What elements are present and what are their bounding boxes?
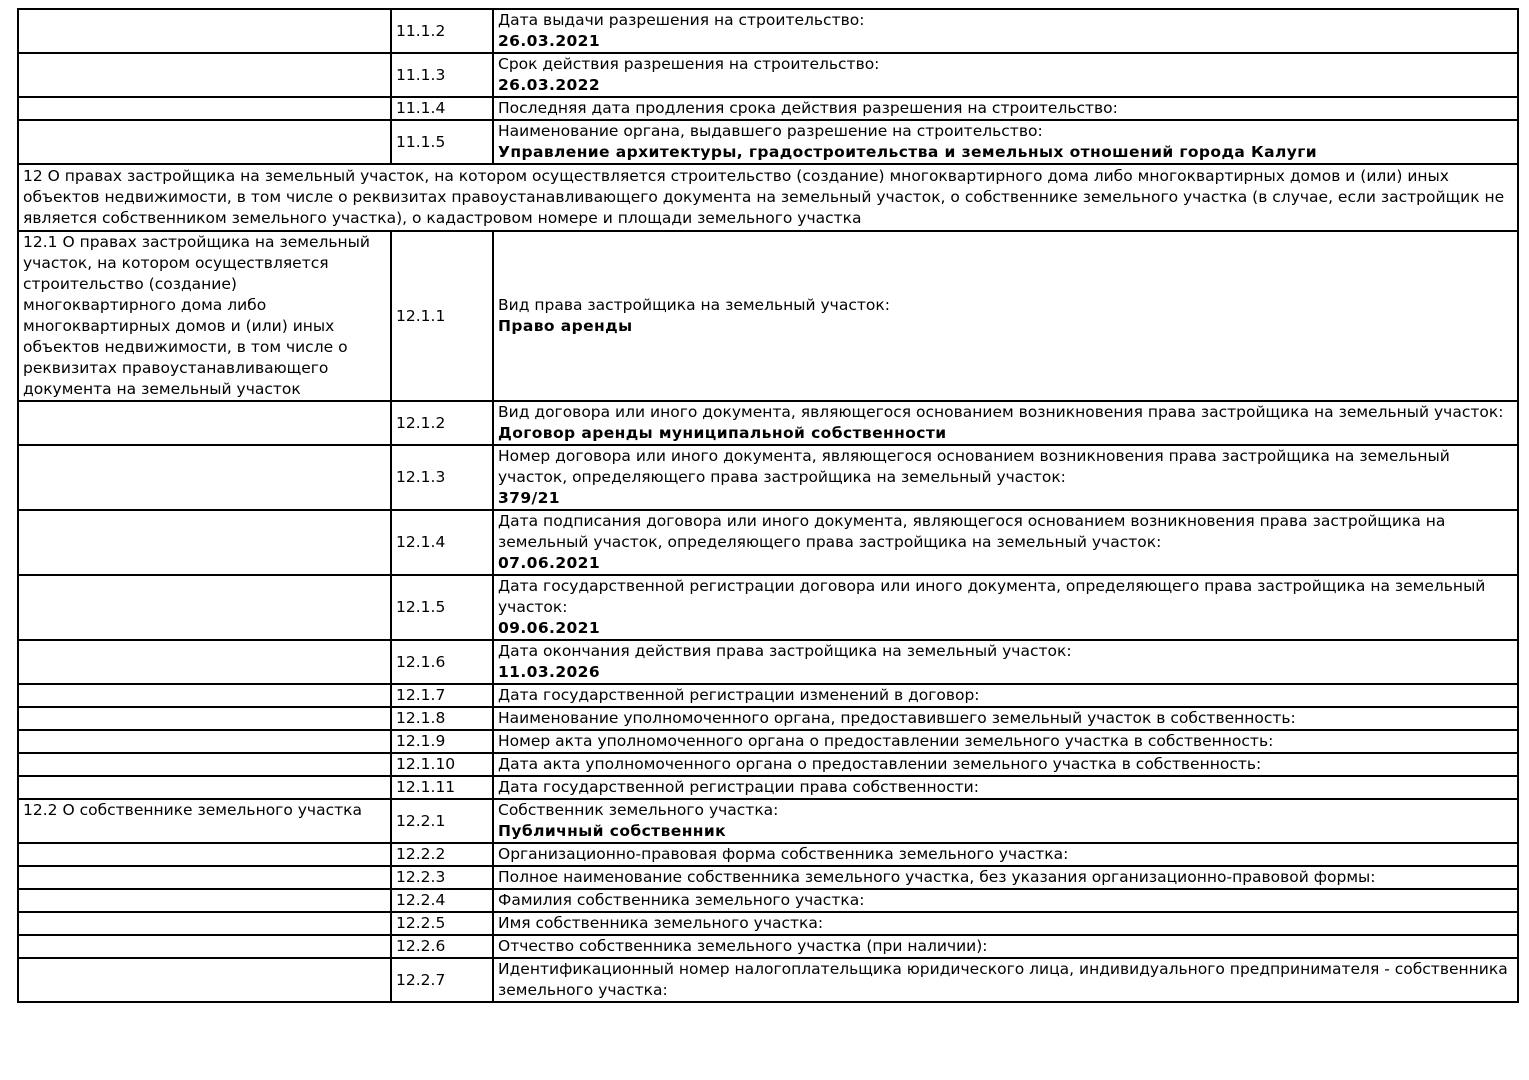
- section-description-cell: [18, 866, 391, 889]
- row-number-cell: 12.1.9: [391, 730, 493, 753]
- table-row: [18, 53, 1518, 97]
- row-number-cell: 12.1.8: [391, 707, 493, 730]
- section-description-cell: [18, 120, 391, 164]
- field-label: Наименование уполномоченного органа, предоставившего земельный участок в собственность:: [498, 709, 1296, 727]
- row-number-cell: 12.1.7: [391, 684, 493, 707]
- field-value: 07.06.2021: [498, 554, 601, 572]
- field-label: Полное наименование собственника земельного участка, без указания организационно-правовой формы:: [498, 868, 1376, 886]
- row-content-cell: [493, 640, 1518, 684]
- declaration-table: [17, 8, 1519, 1003]
- section-description-cell: [18, 776, 391, 799]
- field-label: Последняя дата продления срока действия разрешения на строительство:: [498, 99, 1118, 117]
- field-label: Организационно-правовая форма собственника земельного участка:: [498, 845, 1069, 863]
- section-header-cell: 12 О правах застройщика на земельный участок, на котором осуществляется строительство (создание) многоквартирного дома либо многоквартирных домов и (или) иных объектов недвижимости, в том числе о реквизитах правоустанавливающего документа на земельный участок, о собственнике земельного участка (в случае, если застройщик не является собственником земельного участка), о кадастровом номере и площади земельного участка: [18, 164, 1518, 231]
- field-label: Имя собственника земельного участка:: [498, 914, 824, 932]
- row-content-cell: [493, 510, 1518, 575]
- table-row: [18, 401, 1518, 445]
- table-row: [18, 889, 1518, 912]
- row-number-cell: 12.1.6: [391, 640, 493, 684]
- row-content-cell: [493, 866, 1518, 889]
- row-number-cell: 12.1.2: [391, 401, 493, 445]
- field-label: Срок действия разрешения на строительство:: [498, 55, 880, 73]
- row-number-cell: 12.2.4: [391, 889, 493, 912]
- section-description-cell: [18, 684, 391, 707]
- field-value: 379/21: [498, 489, 560, 507]
- row-content-cell: [493, 445, 1518, 510]
- field-label: Фамилия собственника земельного участка:: [498, 891, 865, 909]
- field-label: Отчество собственника земельного участка (при наличии):: [498, 937, 988, 955]
- table-row: [18, 935, 1518, 958]
- row-number-cell: 12.2.6: [391, 935, 493, 958]
- field-label: Номер договора или иного документа, являющегося основанием возникновения права застройщика на земельный участок, определяющего права застройщика на земельный участок:: [498, 447, 1450, 486]
- row-number-cell: 11.1.3: [391, 53, 493, 97]
- row-content-cell: [493, 889, 1518, 912]
- row-number-cell: 12.2.3: [391, 866, 493, 889]
- row-content-cell: [493, 9, 1518, 53]
- field-label: Номер акта уполномоченного органа о предоставлении земельного участка в собственность:: [498, 732, 1274, 750]
- field-value: 11.03.2026: [498, 663, 601, 681]
- row-content-cell: [493, 799, 1518, 843]
- table-row: [18, 730, 1518, 753]
- field-label: Дата окончания действия права застройщика на земельный участок:: [498, 642, 1072, 660]
- row-number-cell: 12.1.3: [391, 445, 493, 510]
- table-row: [18, 843, 1518, 866]
- section-description-cell: [18, 753, 391, 776]
- field-value: 09.06.2021: [498, 619, 601, 637]
- field-value: Публичный собственник: [498, 822, 727, 840]
- row-content-cell: [493, 843, 1518, 866]
- row-number-cell: 12.1.5: [391, 575, 493, 640]
- field-label: Наименование органа, выдавшего разрешение на строительство:: [498, 122, 1043, 140]
- section-description-cell: [18, 575, 391, 640]
- row-content-cell: [493, 120, 1518, 164]
- row-number-cell: 12.1.1: [391, 231, 493, 401]
- field-label: Дата государственной регистрации права собственности:: [498, 778, 979, 796]
- section-description-cell: [18, 730, 391, 753]
- row-content-cell: [493, 912, 1518, 935]
- row-number-cell: 12.1.4: [391, 510, 493, 575]
- table-row: [18, 640, 1518, 684]
- row-content-cell: [493, 958, 1518, 1002]
- table-row: [18, 776, 1518, 799]
- row-number-cell: 12.2.1: [391, 799, 493, 843]
- section-description-cell: 12.1 О правах застройщика на земельный участок, на котором осуществляется строительство (создание) многоквартирного дома либо многоквартирных домов и (или) иных объектов недвижимости, в том числе о реквизитах правоустанавливающего документа на земельный участок: [18, 231, 391, 401]
- field-value: Право аренды: [498, 317, 633, 335]
- row-content-cell: [493, 97, 1518, 120]
- field-value: 26.03.2022: [498, 76, 601, 94]
- row-content-cell: [493, 684, 1518, 707]
- table-row: [18, 753, 1518, 776]
- section-description-cell: [18, 935, 391, 958]
- table-row: [18, 445, 1518, 510]
- declaration-table-body: [18, 9, 1518, 1002]
- row-number-cell: 11.1.2: [391, 9, 493, 53]
- table-row: [18, 97, 1518, 120]
- table-row: [18, 120, 1518, 164]
- section-description-cell: [18, 53, 391, 97]
- row-content-cell: [493, 575, 1518, 640]
- field-label: Дата государственной регистрации изменений в договор:: [498, 686, 980, 704]
- table-row: [18, 231, 1518, 401]
- row-content-cell: [493, 776, 1518, 799]
- row-content-cell: [493, 53, 1518, 97]
- section-description-cell: [18, 707, 391, 730]
- row-number-cell: 12.2.5: [391, 912, 493, 935]
- row-content-cell: [493, 401, 1518, 445]
- table-row: [18, 575, 1518, 640]
- section-description-cell: [18, 510, 391, 575]
- section-description-cell: [18, 912, 391, 935]
- row-number-cell: 12.2.7: [391, 958, 493, 1002]
- table-row: [18, 912, 1518, 935]
- field-label: Вид права застройщика на земельный участок:: [498, 296, 890, 314]
- section-description-cell: [18, 97, 391, 120]
- row-content-cell: [493, 730, 1518, 753]
- field-label: Дата подписания договора или иного документа, являющегося основанием возникновения права застройщика на земельный участок, определяющего права застройщика на земельный участок:: [498, 512, 1446, 551]
- section-description-cell: [18, 889, 391, 912]
- field-label: Идентификационный номер налогоплательщика юридического лица, индивидуального предпринимателя - собственника земельного участка:: [498, 960, 1508, 999]
- section-description-cell: [18, 445, 391, 510]
- field-label: Дата государственной регистрации договора или иного документа, определяющего права застройщика на земельный участок:: [498, 577, 1486, 616]
- row-content-cell: [493, 935, 1518, 958]
- table-row: [18, 866, 1518, 889]
- row-number-cell: 12.2.2: [391, 843, 493, 866]
- section-description-cell: 12.2 О собственнике земельного участка: [18, 799, 391, 843]
- section-description-cell: [18, 843, 391, 866]
- table-row: [18, 9, 1518, 53]
- section-description-cell: [18, 958, 391, 1002]
- field-label: Вид договора или иного документа, являющегося основанием возникновения права застройщика на земельный участок:: [498, 403, 1504, 421]
- table-row: [18, 799, 1518, 843]
- table-row: [18, 510, 1518, 575]
- field-value: 26.03.2021: [498, 32, 601, 50]
- table-row: [18, 707, 1518, 730]
- table-row: [18, 684, 1518, 707]
- section-header-row: [18, 164, 1518, 231]
- field-value: Договор аренды муниципальной собственности: [498, 424, 947, 442]
- field-value: Управление архитектуры, градостроительства и земельных отношений города Калуги: [498, 143, 1317, 161]
- row-content-cell: [493, 231, 1518, 401]
- table-row: [18, 958, 1518, 1002]
- row-number-cell: 12.1.11: [391, 776, 493, 799]
- row-number-cell: 12.1.10: [391, 753, 493, 776]
- section-description-cell: [18, 401, 391, 445]
- row-number-cell: 11.1.5: [391, 120, 493, 164]
- row-content-cell: [493, 707, 1518, 730]
- row-content-cell: [493, 753, 1518, 776]
- field-label: Собственник земельного участка:: [498, 801, 779, 819]
- section-description-cell: [18, 640, 391, 684]
- section-description-cell: [18, 9, 391, 53]
- row-number-cell: 11.1.4: [391, 97, 493, 120]
- field-label: Дата акта уполномоченного органа о предоставлении земельного участка в собственность:: [498, 755, 1262, 773]
- field-label: Дата выдачи разрешения на строительство:: [498, 11, 865, 29]
